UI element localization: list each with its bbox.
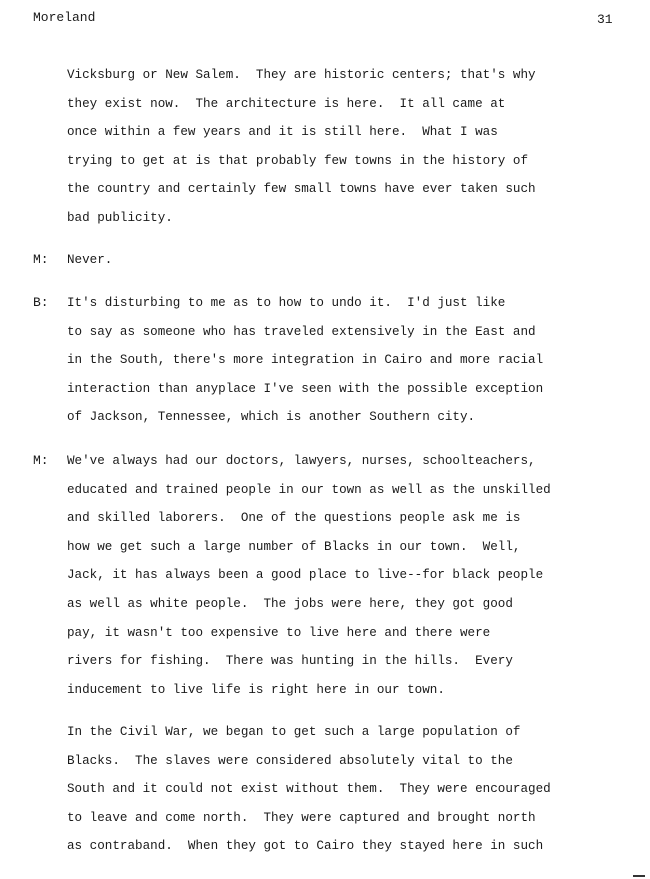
text-line: to say as someone who has traveled extensively in the East and [67, 324, 536, 339]
paragraph-text [67, 289, 627, 432]
text-line: inducement to live life is right here in our town. [67, 682, 445, 697]
paragraph-text [67, 718, 627, 861]
text-line: in the South, there's more integration in Cairo and more racial [67, 353, 544, 368]
speaker-label: M: [33, 453, 49, 468]
text-line: Vicksburg or New Salem. They are historic centers; that's why [67, 68, 536, 82]
text-line: Jack, it has always been a good place to live--for black people [67, 568, 544, 583]
text-line: In the Civil War, we began to get such a large population of [67, 725, 521, 739]
text-line: of Jackson, Tennessee, which is another Southern city. [67, 410, 476, 425]
paragraph-text [67, 61, 627, 233]
text-line: bad publicity. [67, 210, 173, 225]
speaker-label: B: [33, 295, 49, 310]
text-line: to leave and come north. They were captured and brought north [67, 810, 536, 825]
text-line: South and it could not exist without them. They were encouraged [67, 782, 551, 797]
text-line: how we get such a large number of Blacks in our town. Well, [67, 539, 521, 554]
text-line: interaction than anyplace I've seen with the possible exception [67, 381, 544, 396]
paragraph-text [67, 447, 627, 704]
header-name: Moreland [33, 10, 96, 25]
text-line: Blacks. The slaves were considered absolutely vital to the [67, 753, 513, 768]
speaker-label: M: [33, 252, 49, 267]
text-line: and skilled laborers. One of the questions people ask me is [67, 511, 521, 526]
text-line: once within a few years and it is still here. What I was [67, 125, 498, 140]
text-line: the country and certainly few small towns have ever taken such [67, 182, 536, 197]
page-number: 31 [597, 12, 613, 27]
text-line: as contraband. When they got to Cairo they stayed here in such [67, 839, 544, 854]
text-line: Never. [67, 253, 113, 267]
text-line: rivers for fishing. There was hunting in the hills. Every [67, 654, 513, 669]
paragraph-text [67, 246, 627, 275]
text-line: they exist now. The architecture is here. It all came at [67, 96, 506, 111]
text-line: educated and trained people in our town as well as the unskilled [67, 482, 551, 497]
text-line: pay, it wasn't too expensive to live here and there were [67, 625, 491, 640]
page-edge-mark [633, 875, 645, 877]
text-line: trying to get at is that probably few towns in the history of [67, 153, 529, 168]
text-line: as well as white people. The jobs were here, they got good [67, 596, 513, 611]
text-line: It's disturbing to me as to how to undo it. I'd just like [67, 296, 506, 310]
text-line: We've always had our doctors, lawyers, nurses, schoolteachers, [67, 454, 536, 468]
